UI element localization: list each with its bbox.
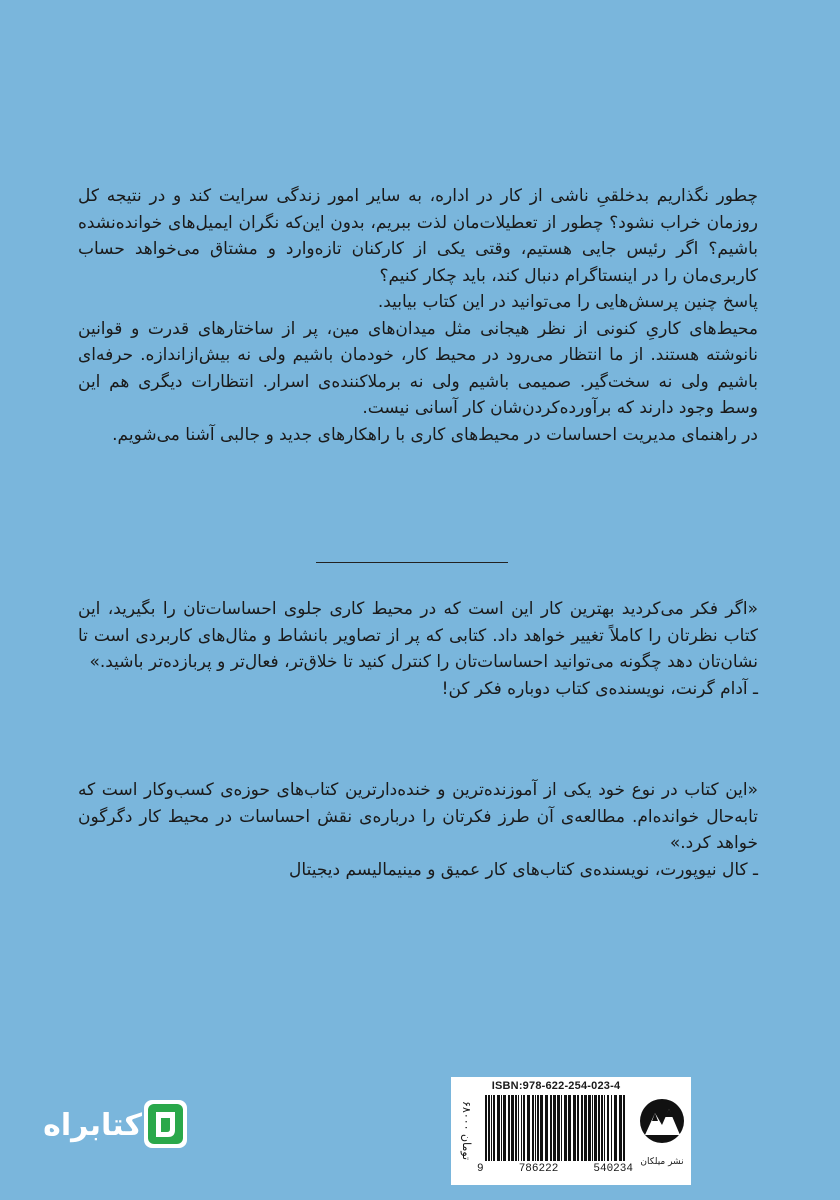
- store-logo-text: کتابراه: [43, 1108, 142, 1143]
- mountains-icon: [639, 1091, 685, 1151]
- publisher-name: نشر میلکان: [640, 1157, 684, 1167]
- barcode-digits: [477, 1163, 633, 1175]
- quote-text: «این کتاب در نوع خود یکی از آموزنده‌ترین و خنده‌دارترین کتاب‌های حوزه‌ی کسب‌وکار است که تابه‌حال خوانده‌ام. مطالعه‌ی آن طرز فکرتان را درباره‌ی نقش احساسات در محیط کار دگرگون خواهد کرد.»: [78, 780, 758, 853]
- barcode-digit-group: 540234: [593, 1163, 633, 1175]
- intro-paragraph-4: در راهنمای مدیریت احساسات در محیط‌های کاری با راهکارهای جدید و جالبی آشنا می‌شویم.: [112, 424, 758, 445]
- barcode-box: [451, 1077, 691, 1185]
- quote-attribution: ـ کال نیوپورت، نویسنده‌ی کتاب‌های کار عمیق و مینیمالیسم دیجیتال: [289, 859, 758, 880]
- section-divider: [316, 562, 508, 563]
- intro-paragraph-2: پاسخ چنین پرسش‌هایی را می‌توانید در این کتاب بیابید.: [377, 292, 758, 312]
- barcode-digit-group: 9: [477, 1163, 484, 1175]
- blurb-quote-1: [78, 596, 758, 702]
- isbn-label: ISBN:978-622-254-023-4: [491, 1080, 621, 1092]
- intro-text: [78, 183, 758, 448]
- barcode-icon: [483, 1095, 629, 1161]
- price-label: ۶۸۰۰۰ تومان: [460, 1101, 473, 1161]
- ketabrah-logo-icon: [144, 1100, 187, 1148]
- blurb-quote-2: [78, 777, 758, 883]
- intro-paragraph-3: محیط‌های کاریِ کنونی از نظر هیجانی مثل میدان‌های مین، پر از ساختارهای قدرت و قوانین نانوشته هستند. از ما انتظار می‌رود در محیط کار، خودمان باشیم ولی نه بیش‌ازاندازه. حرفه‌ای باشیم ولی نه سخت‌گیر. صمیمی باشیم ولی نه برملاکننده‌ی اسرار. انتظارات دیگری هم این وسط وجود دارند که برآورده‌کردن‌شان کار آسانی نیست.: [78, 318, 758, 418]
- intro-paragraph-1: چطور نگذاریم بدخلقیِ ناشی از کار در اداره، به سایر امور زندگی سرایت کند و در نتیجه کل روزمان خراب نشود؟ چطور از تعطیلات‌مان لذت ببریم، بدون این‌که نگران ایمیل‌های خوانده‌نشده باشیم؟ اگر رئیس جایی هستیم، وقتی یکی از کارکنان تازه‌وارد و مشتاق می‌خواهد حساب کاربری‌مان را در اینستاگرام دنبال کند، باید چکار کنیم؟: [78, 186, 758, 286]
- quote-attribution: ـ آدام گرنت، نویسنده‌ی کتاب دوباره فکر کن!: [441, 678, 758, 699]
- quote-text: «اگر فکر می‌کردید بهترین کار این است که در محیط کاری جلوی احساسات‌تان را بگیرید، این کتاب نظرتان را کاملاً تغییر خواهد داد. کتابی که پر از تصاویر بانشاط و مثال‌های کاربردی است تا نشان‌تان دهد چگونه می‌توانید احساسات‌تان را کنترل کنید تا خلاق‌تر، فعال‌تر و پربازده‌تر باشید.»: [78, 599, 758, 672]
- barcode-digit-group: 786222: [518, 1163, 559, 1175]
- store-logo: [42, 1090, 187, 1160]
